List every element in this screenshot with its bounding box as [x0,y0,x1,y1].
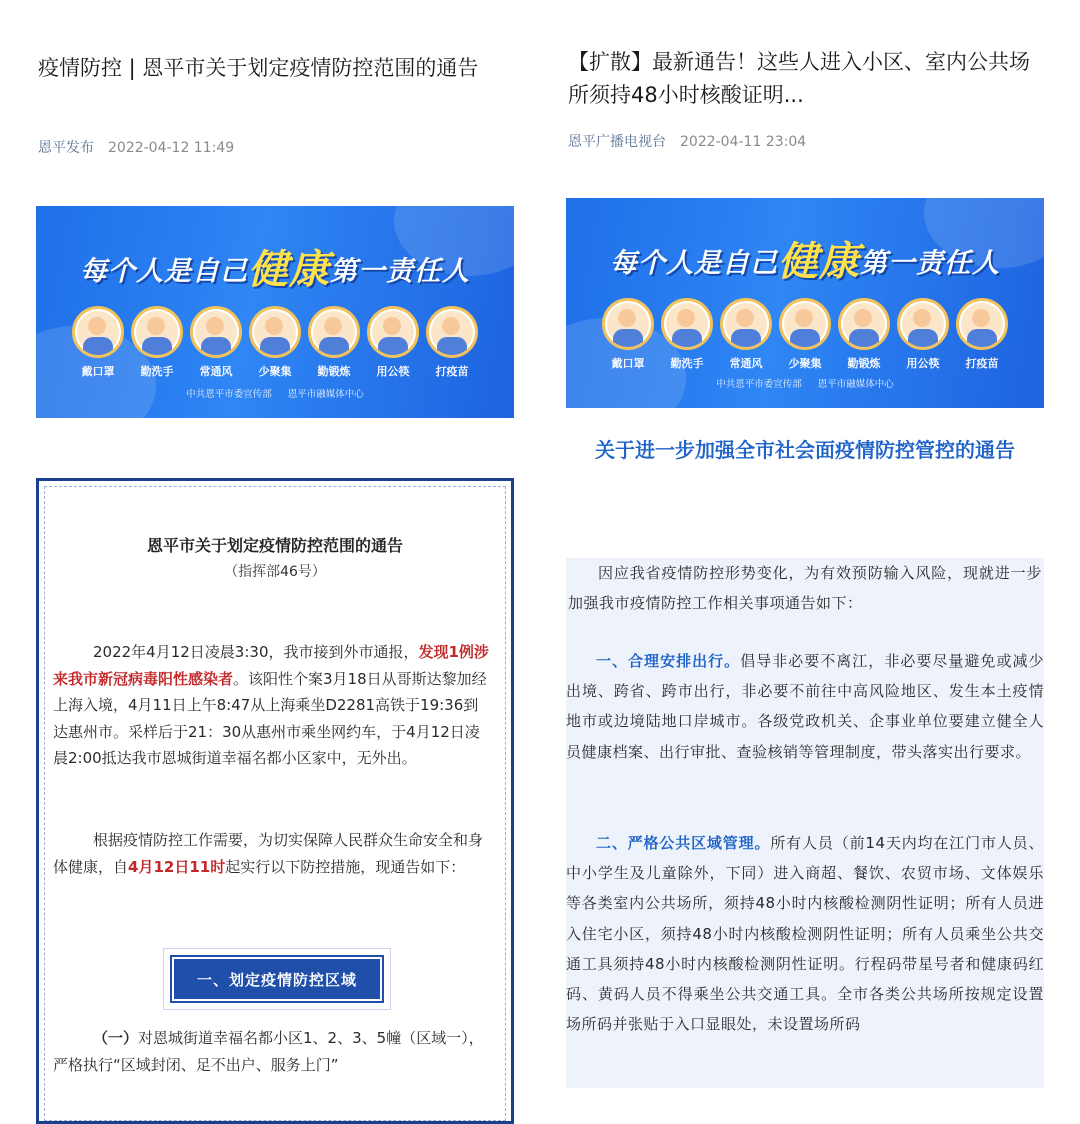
crowd-icon: 少聚集 [249,306,301,379]
notice-number: （指挥部46号） [224,564,326,580]
vaccine-icon: 打疫苗 [426,306,478,379]
mask-icon: 戴口罩 [72,306,124,379]
handwash-icon: 勤洗手 [661,298,713,371]
notice-paragraph-3: （一）对恩城街道幸福名都小区1、2、3、5幢（区域一），严格执行“区域封闭、足不出户、服务上门” [53,1029,484,1074]
right-section-1: 一、合理安排出行。倡导非必要不离江，非必要尽量避免或减少出境、跨省、跨市出行，非必要不前往中高风险地区、发生本土疫情地市或边境陆地口岸城市。各级党政机关、企事业单位要建立健全人员健康档案、出行审批、查验核销等管理制度，带头落实出行要求。 [566,652,1044,761]
ventilation-icon: 常通风 [190,306,242,379]
left-article-title[interactable]: 疫情防控 | 恩平市关于划定疫情防控范围的通告 [38,56,479,80]
right-health-banner [566,198,1044,408]
left-article-source[interactable]: 恩平发布 [38,140,94,156]
banner-icon-row [602,298,1008,371]
banner-slogan: 每个人是自己健康第一责任人 [610,239,1000,285]
right-section-2: 二、严格公共区域管理。所有人员（前14天内均在江门市人员、中小学生及儿童除外，下同）进入商超、餐饮、农贸市场、文体娱乐等各类室内公共场所，须持48小时内核酸检测阴性证明；所有人员进入住宅小区，须持48小时内核酸检测阴性证明；所有人员乘坐公共交通工具须持48小时内核酸检测阴性证明。行程码带星号者和健康码红码、黄码人员不得乘坐公共交通工具。全市各类公共场所按规定设置场所码并张贴于入口显眼处，未设置场所码 [566,834,1044,1034]
left-article-meta [38,137,234,157]
crowd-icon: 少聚集 [779,298,831,371]
left-article-date: 2022-04-12 11:49 [108,140,235,156]
banner-icon-row [72,306,478,379]
serving-chopsticks-icon: 用公筷 [367,306,419,379]
exercise-icon: 勤锻炼 [308,306,360,379]
right-article-meta [568,131,806,151]
notice-paragraph-1: 2022年4月12日凌晨3:30，我市接到外市通报，发现1例涉来我市新冠病毒阳性感染者。该阳性个案3月18日从哥斯达黎加经上海入境，4月11日上午8:47从上海乘坐D2281高铁于19:36到达惠州市。采样后于21：30从惠州市乘坐网约车，于4月12日凌晨2:00抵达我市恩城街道幸福名都小区家中，无外出。 [53,643,489,767]
right-article-source[interactable]: 恩平广播电视台 [568,134,666,150]
right-notice-body [566,558,1044,1088]
handwash-icon: 勤洗手 [131,306,183,379]
notice-heading: 恩平市关于划定疫情防控范围的通告 [146,536,403,555]
serving-chopsticks-icon: 用公筷 [897,298,949,371]
exercise-icon: 勤锻炼 [838,298,890,371]
vaccine-icon: 打疫苗 [956,298,1008,371]
right-article-date: 2022-04-11 23:04 [680,134,807,150]
section-heading-box [163,948,391,1010]
right-notice-heading: 关于进一步加强全市社会面疫情防控管控的通告 [595,438,1015,462]
ventilation-icon: 常通风 [720,298,772,371]
notice-paragraph-2: 根据疫情防控工作需要，为切实保障人民群众生命安全和身体健康，自4月12日11时起实行以下防控措施，现通告如下： [53,831,484,876]
notice-document [36,478,514,1124]
left-health-banner [36,206,514,418]
right-article-title[interactable]: 【扩散】最新通告！这些人进入小区、室内公共场所须持48小时核酸证明... [568,50,1030,107]
banner-footer: 中共恩平市委宣传部 恩平市融媒体中心 [186,389,364,400]
right-intro-paragraph: 因应我省疫情防控形势变化，为有效预防输入风险，现就进一步加强我市疫情防控工作相关事项通告如下： [568,564,1042,613]
banner-footer: 中共恩平市委宣传部 恩平市融媒体中心 [716,379,894,390]
mask-icon: 戴口罩 [602,298,654,371]
section-1-heading: 一、划定疫情防控区域 [172,957,382,1001]
banner-slogan: 每个人是自己健康第一责任人 [80,247,470,293]
